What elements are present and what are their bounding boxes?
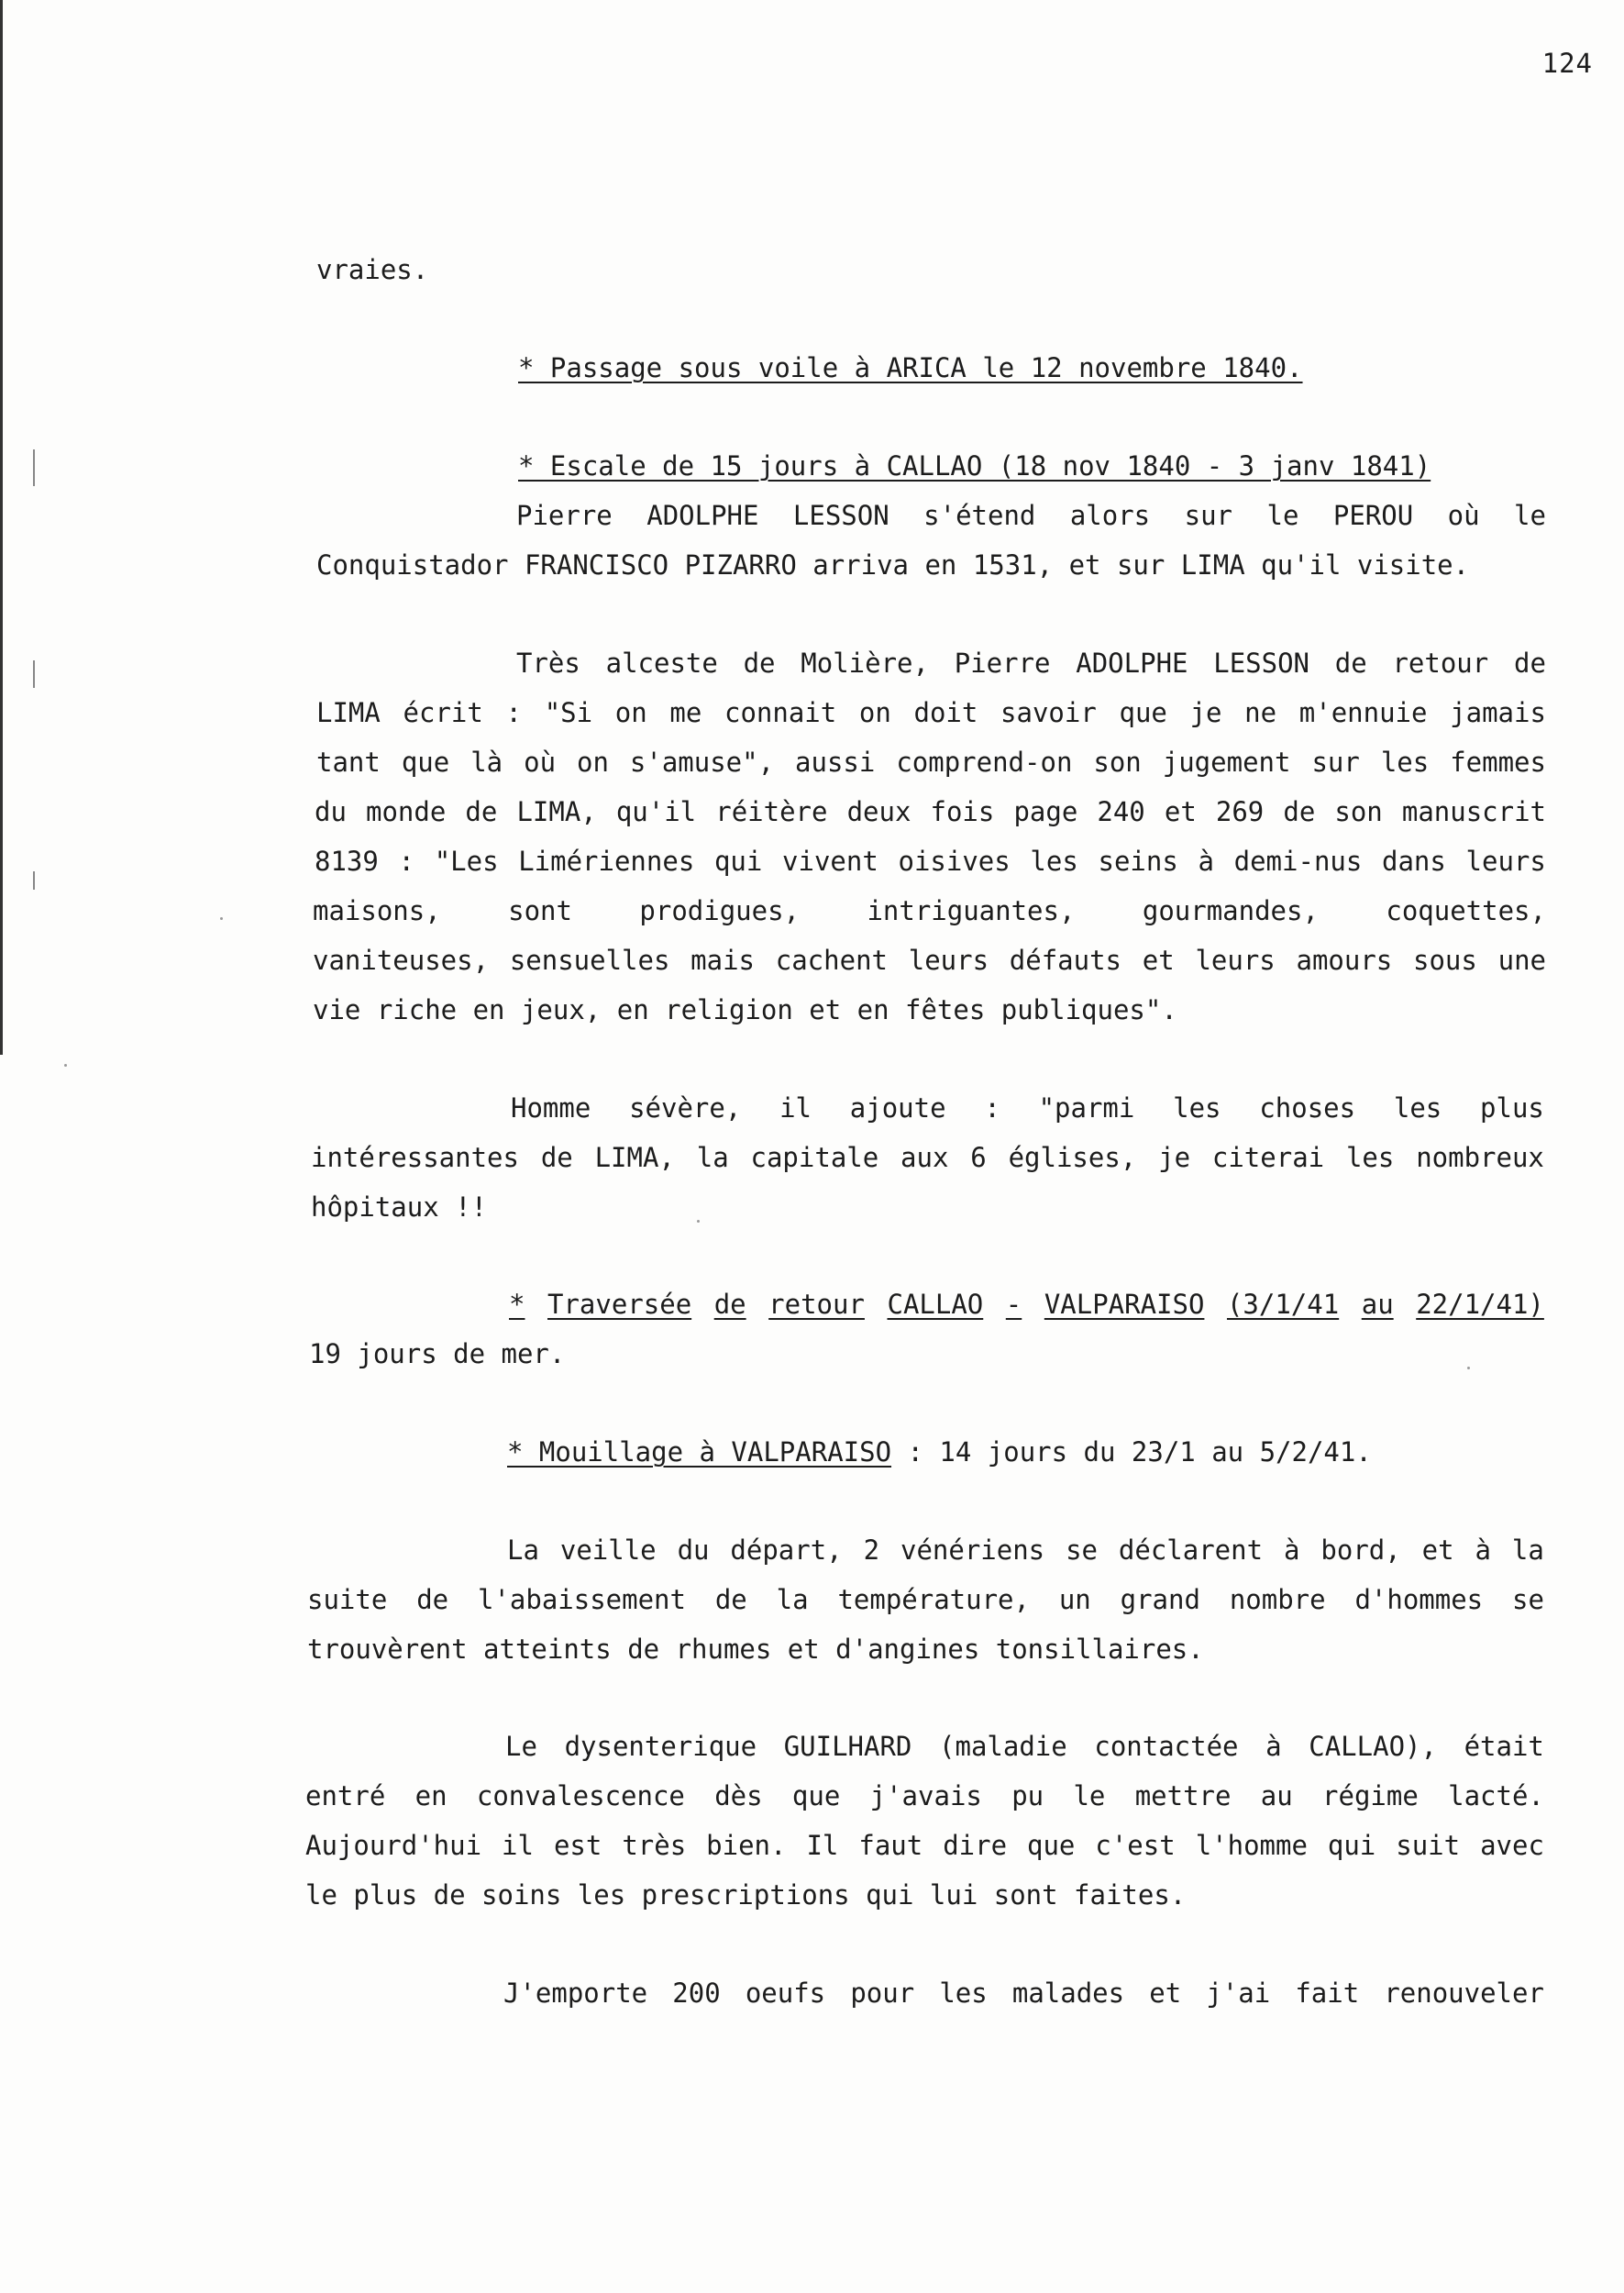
word: : (398, 846, 414, 877)
word: monde (366, 796, 447, 827)
word: CALLAO (887, 1289, 984, 1320)
text-line-justified (305, 1830, 1544, 1861)
word: les (939, 1977, 988, 2009)
word: je (1158, 1142, 1191, 1173)
word: retour (1392, 648, 1489, 679)
word: ADOLPHE (1076, 648, 1188, 679)
word: de (713, 1289, 746, 1320)
word: VALPARAISO (1044, 1289, 1205, 1320)
word: suit (1396, 1830, 1461, 1861)
word: LESSON (1213, 648, 1310, 679)
word: les (1380, 747, 1430, 778)
word: son (1093, 747, 1142, 778)
word: mettre (1134, 1780, 1232, 1811)
word: nombreux (1416, 1142, 1544, 1173)
word: à (1265, 1731, 1282, 1762)
word: convalescence (476, 1780, 685, 1811)
word: Très (516, 648, 580, 679)
word: CALLAO), (1309, 1731, 1437, 1762)
word: suite (307, 1584, 388, 1615)
word: renouveler (1384, 1977, 1544, 2009)
word: leurs (1195, 945, 1276, 976)
word: amours (1296, 945, 1393, 976)
word: en (414, 1780, 447, 1811)
word: la (696, 1142, 729, 1173)
word: : (505, 697, 522, 728)
word: on (858, 697, 891, 728)
word: 200 (672, 1977, 721, 2009)
word: oisives (898, 846, 1011, 877)
word: la (776, 1584, 809, 1615)
word: lacté. (1448, 1780, 1544, 1811)
word: à (1284, 1534, 1300, 1566)
word: savoir (1000, 697, 1097, 728)
word: sensuelles (509, 945, 670, 976)
section-heading: * Passage sous voile à ARICA le 12 novembre 1840. (518, 352, 1303, 383)
section-heading (509, 1291, 1544, 1318)
section-heading-detail: : 14 jours du 23/1 au 5/2/41. (891, 1436, 1372, 1468)
word: deux (846, 796, 911, 827)
text-line-justified (516, 500, 1546, 531)
word: le (1266, 500, 1299, 531)
word: se (1066, 1534, 1098, 1566)
word: là (470, 747, 503, 778)
word: il (779, 1092, 812, 1124)
word: intéressantes (311, 1142, 519, 1173)
word: déclarent (1118, 1534, 1264, 1566)
word: une (1497, 945, 1546, 976)
word: ajoute (849, 1092, 946, 1124)
word: J'emporte (503, 1977, 648, 2009)
binding-edge (0, 0, 3, 1055)
word: à (1475, 1534, 1491, 1566)
word: Il (806, 1830, 839, 1861)
word: seins (1098, 846, 1178, 877)
word: de (416, 1584, 449, 1615)
word: j'avais (869, 1780, 982, 1811)
word: se (1512, 1584, 1544, 1615)
word: : (984, 1092, 1000, 1124)
page-number: 124 (1541, 48, 1593, 79)
word: 2 (863, 1534, 880, 1566)
word: que (1119, 697, 1167, 728)
word: leurs (908, 945, 989, 976)
word: intriguantes, (867, 895, 1076, 926)
text-line-justified (311, 1142, 1544, 1173)
word: leurs (1465, 846, 1546, 877)
text-line: le plus de soins les prescriptions qui lui sont faites. (305, 1879, 1187, 1911)
word: sous (1413, 945, 1477, 976)
word: et (1149, 1977, 1182, 2009)
word: qui (713, 846, 763, 877)
word: vaniteuses, (313, 945, 490, 976)
word: sévère, (629, 1092, 742, 1124)
text-line-justified (313, 947, 1546, 974)
word: pu (1011, 1780, 1044, 1811)
text-line-justified (307, 1584, 1544, 1615)
text-line-justified (313, 895, 1546, 926)
word: Pierre (516, 500, 613, 531)
word: vénériens (900, 1534, 1045, 1566)
word: aussi (795, 747, 876, 778)
word: les (1393, 1092, 1442, 1124)
text-line: vie riche en jeux, en religion et en fêtes publiques". (313, 994, 1177, 1025)
text-line: hôpitaux !! (311, 1191, 488, 1223)
word: manuscrit (1401, 796, 1546, 827)
word: on (577, 747, 609, 778)
word: dysenterique (564, 1731, 757, 1762)
word: la (1511, 1534, 1544, 1566)
word: est (553, 1830, 602, 1861)
word: de (540, 1142, 573, 1173)
text-line-justified (516, 650, 1546, 677)
word: sur (1311, 747, 1360, 778)
word: était (1464, 1731, 1544, 1762)
word: ADOLPHE (646, 500, 759, 531)
word: coquettes, (1386, 895, 1546, 926)
word: dire (943, 1830, 1008, 1861)
word: plus (1480, 1092, 1544, 1124)
word: LIMA, (516, 796, 597, 827)
word: demi-nus (1233, 846, 1363, 877)
word: du (677, 1534, 710, 1566)
word: citerai (1211, 1142, 1325, 1173)
word: avec (1480, 1830, 1544, 1861)
word: du (315, 796, 347, 827)
margin-mark (33, 871, 35, 890)
word: GUILHARD (783, 1731, 912, 1762)
word: régime (1322, 1780, 1419, 1811)
word: jugement (1162, 747, 1291, 778)
word: bien. (706, 1830, 787, 1861)
word: l'abaissement (477, 1584, 686, 1615)
word: d'hommes (1354, 1584, 1484, 1615)
word: et (1164, 796, 1197, 827)
word: on (614, 697, 647, 728)
word: - (1005, 1289, 1022, 1320)
word: il (502, 1830, 534, 1861)
word: fois (930, 796, 995, 827)
word: Aujourd'hui (305, 1830, 482, 1861)
text-line-justified (503, 1977, 1544, 2009)
scan-speck (1467, 1367, 1470, 1369)
word: La (507, 1534, 539, 1566)
word: page (1013, 796, 1078, 827)
word: PEROU (1332, 500, 1414, 531)
word: ne (1244, 697, 1277, 728)
word: que (1027, 1830, 1076, 1861)
word: doit (913, 697, 978, 728)
word: où (1447, 500, 1480, 531)
text-line: Conquistador FRANCISCO PIZARRO arriva en 1531, et sur LIMA qu'il visite. (316, 549, 1470, 581)
word: de (714, 1584, 747, 1615)
word: gourmandes, (1142, 895, 1319, 926)
word: maisons, (313, 895, 441, 926)
word: les (1030, 846, 1078, 877)
word: réitère (715, 796, 828, 827)
word: c'est (1095, 1830, 1176, 1861)
text-line-justified (315, 796, 1546, 827)
word: au (1260, 1780, 1293, 1811)
word: "parmi (1038, 1092, 1135, 1124)
word: que (401, 747, 450, 778)
word: dans (1382, 846, 1446, 877)
text-line: 19 jours de mer. (309, 1338, 566, 1369)
text-line-justified (305, 1780, 1544, 1811)
word: fait (1295, 1977, 1360, 2009)
text-line-justified (315, 848, 1546, 875)
text-line-justified (316, 749, 1546, 776)
word: sont (508, 895, 572, 926)
word: de (743, 648, 776, 679)
text-line: vraies. (316, 254, 429, 285)
section-heading (507, 1436, 1372, 1468)
text-line-justified (507, 1534, 1544, 1566)
word: les (1173, 1092, 1221, 1124)
word: où (524, 747, 557, 778)
word: (3/1/41 (1226, 1289, 1340, 1320)
word: jamais (1450, 697, 1546, 728)
word: sur (1184, 500, 1233, 531)
margin-mark (33, 449, 35, 486)
word: défauts (1009, 945, 1122, 976)
word: et (1421, 1534, 1454, 1566)
word: au (1361, 1289, 1394, 1320)
section-heading-title: * Mouillage à VALPARAISO (507, 1436, 892, 1468)
word: comprend-on (896, 747, 1073, 778)
word: écrit (403, 697, 483, 728)
word: s'amuse", (629, 747, 775, 778)
word: oeufs (745, 1977, 826, 2009)
word: bord, (1320, 1534, 1401, 1566)
word: capitale (750, 1142, 879, 1173)
word: Limériennes (518, 846, 695, 877)
word: température, (837, 1584, 1030, 1615)
word: Le (505, 1731, 537, 1762)
word: "Si (544, 697, 593, 728)
word: pour (850, 1977, 915, 2009)
word: à (1198, 846, 1214, 877)
word: de (1514, 648, 1546, 679)
section-heading: * Escale de 15 jours à CALLAO (18 nov 1840 - 3 janv 1841) (518, 450, 1431, 482)
word: 240 (1097, 796, 1145, 827)
scan-speck (64, 1064, 67, 1067)
word: un (1058, 1584, 1091, 1615)
text-line-justified (316, 697, 1546, 728)
word: mais (690, 945, 756, 976)
margin-mark (33, 660, 35, 688)
word: entré (305, 1780, 386, 1811)
word: qui (1327, 1830, 1376, 1861)
word: 6 (970, 1142, 987, 1173)
word: de (465, 796, 498, 827)
word: * (509, 1289, 525, 1320)
word: "Les (434, 846, 499, 877)
word: je (1189, 697, 1222, 728)
text-line: trouvèrent atteints de rhumes et d'angines tonsillaires. (307, 1634, 1204, 1665)
word: LESSON (792, 500, 889, 531)
word: alceste (605, 648, 718, 679)
word: 22/1/41) (1416, 1289, 1544, 1320)
word: faut (858, 1830, 923, 1861)
word: alors (1069, 500, 1151, 531)
word: malades (1011, 1977, 1125, 2009)
word: l'homme (1195, 1830, 1308, 1861)
word: 269 (1215, 796, 1265, 827)
word: LIMA, (594, 1142, 675, 1173)
word: les (1345, 1142, 1395, 1173)
word: 8139 (315, 846, 379, 877)
word: et (1142, 945, 1175, 976)
word: départ, (730, 1534, 843, 1566)
word: que (791, 1780, 841, 1811)
word: m'ennuie (1298, 697, 1428, 728)
scan-speck (220, 917, 223, 920)
word: le (1514, 500, 1546, 531)
word: retour (768, 1289, 865, 1320)
word: nombre (1229, 1584, 1326, 1615)
word: femmes (1450, 747, 1546, 778)
word: prodigues, (639, 895, 801, 926)
word: j'ai (1206, 1977, 1271, 2009)
word: Traversée (547, 1289, 692, 1320)
text-line-justified (505, 1731, 1544, 1762)
word: grand (1120, 1584, 1200, 1615)
word: Molière, (801, 648, 929, 679)
word: connait (724, 697, 837, 728)
word: (maladie (939, 1731, 1067, 1762)
word: de (1283, 796, 1316, 827)
word: s'étend (923, 500, 1036, 531)
word: cachent (775, 945, 888, 976)
word: de (1334, 648, 1367, 679)
word: contactée (1094, 1731, 1239, 1762)
word: le (1073, 1780, 1106, 1811)
scan-speck (697, 1220, 700, 1223)
word: très (622, 1830, 687, 1861)
word: me (669, 697, 702, 728)
word: dès (714, 1780, 763, 1811)
word: choses (1259, 1092, 1356, 1124)
word: Homme (511, 1092, 591, 1124)
word: tant (316, 747, 381, 778)
word: aux (900, 1142, 949, 1173)
word: églises, (1008, 1142, 1137, 1173)
word: veille (559, 1534, 657, 1566)
word: son (1334, 796, 1383, 827)
word: Pierre (954, 648, 1051, 679)
word: vivent (782, 846, 878, 877)
text-line-justified (511, 1092, 1544, 1124)
word: qu'il (615, 796, 697, 827)
word: LIMA (316, 697, 381, 728)
